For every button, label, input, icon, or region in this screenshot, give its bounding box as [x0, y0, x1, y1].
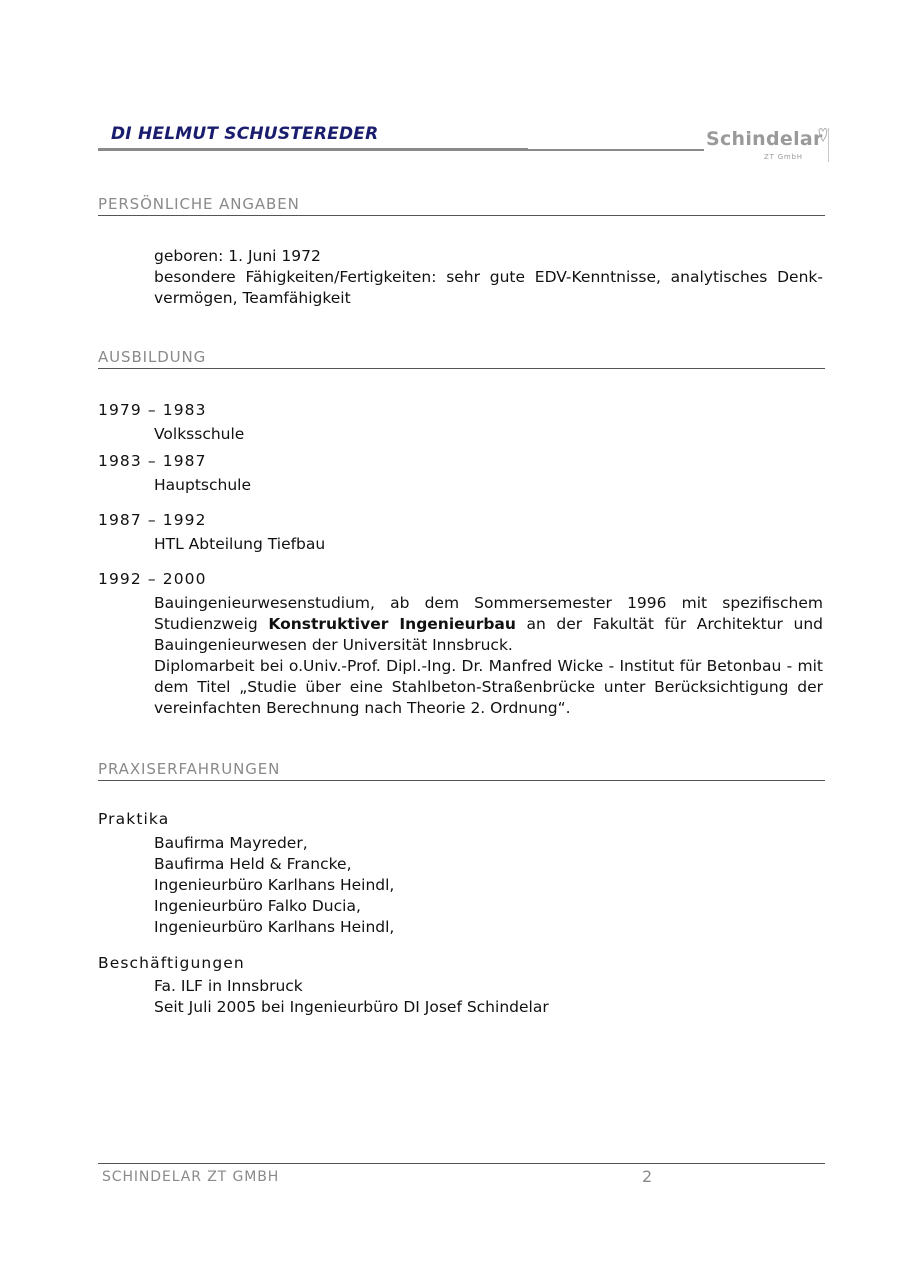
education-years: 1987 – 1992	[98, 511, 207, 529]
education-years: 1979 – 1983	[98, 401, 207, 419]
employment-list	[154, 976, 823, 1018]
footer-company: SCHINDELAR ZT GMBH	[102, 1169, 280, 1185]
study-specialization: Konstruktiver Ingenieurbau	[268, 615, 516, 633]
footer-rule	[98, 1163, 825, 1164]
education-university	[154, 593, 823, 656]
list-item: Seit Juli 2005 bei Ingenieurbüro DI Josef Schindelar	[154, 998, 549, 1016]
education-school: HTL Abteilung Tiefbau	[154, 535, 326, 553]
list-item: Ingenieurbüro Falko Ducia,	[154, 897, 361, 915]
document-title: DI HELMUT SCHUSTEREDER	[111, 124, 379, 144]
education-school: Hauptschule	[154, 476, 251, 494]
thesis-text: Diplomarbeit bei o.Univ.-Prof. Dipl.-Ing. Dr. Manfred Wicke - Institut für Betonbau - mit dem Titel „Studie über eine Stahlbeton-Straßenbrücke unter Berücksichtigung der vereinfachten Berechnung nach Theorie 2. Ordnung“.	[154, 657, 823, 717]
header-rule-thin	[528, 149, 704, 151]
internships-heading: Praktika	[98, 810, 170, 828]
education-years: 1983 – 1987	[98, 452, 207, 470]
section-experience-heading: PRAXISERFAHRUNGEN	[98, 760, 825, 781]
page-number: 2	[642, 1167, 653, 1186]
employment-heading: Beschäftigungen	[98, 954, 245, 972]
list-item: Ingenieurbüro Karlhans Heindl,	[154, 876, 395, 894]
list-item: Ingenieurbüro Karlhans Heindl,	[154, 918, 395, 936]
birth-date: geboren: 1. Juni 1972	[154, 247, 321, 265]
list-item: Fa. ILF in Innsbruck	[154, 977, 303, 995]
logo-emblem-icon	[818, 128, 828, 142]
logo-text: Schindelar	[706, 128, 823, 150]
section-education-heading: AUSBILDUNG	[98, 348, 825, 369]
study-text: Bauingenieurwesenstudium, ab dem Sommersemester 1996 mit spezifischem Studienzweig	[154, 594, 823, 633]
logo-divider	[828, 128, 829, 162]
education-school: Volksschule	[154, 425, 245, 443]
company-logo	[706, 128, 830, 164]
skills-line-2: vermögen, Teamfähigkeit	[154, 289, 351, 307]
skills-line-1: besondere Fähigkeiten/Fertigkeiten: sehr gute EDV-Kenntnisse, analytisches Denk-	[154, 268, 823, 286]
section-personal-heading: PERSÖNLICHE ANGABEN	[98, 195, 825, 216]
list-item: Baufirma Held & Francke,	[154, 855, 352, 873]
education-years: 1992 – 2000	[98, 570, 207, 588]
logo-subtext: ZT GmbH	[764, 153, 803, 161]
list-item: Baufirma Mayreder,	[154, 834, 308, 852]
study-text-cont: an der Fakultät für Architektur und Bauingenieurwesen der Universität Innsbruck.	[154, 615, 823, 654]
internship-list	[154, 833, 823, 938]
header-rule	[98, 148, 528, 151]
